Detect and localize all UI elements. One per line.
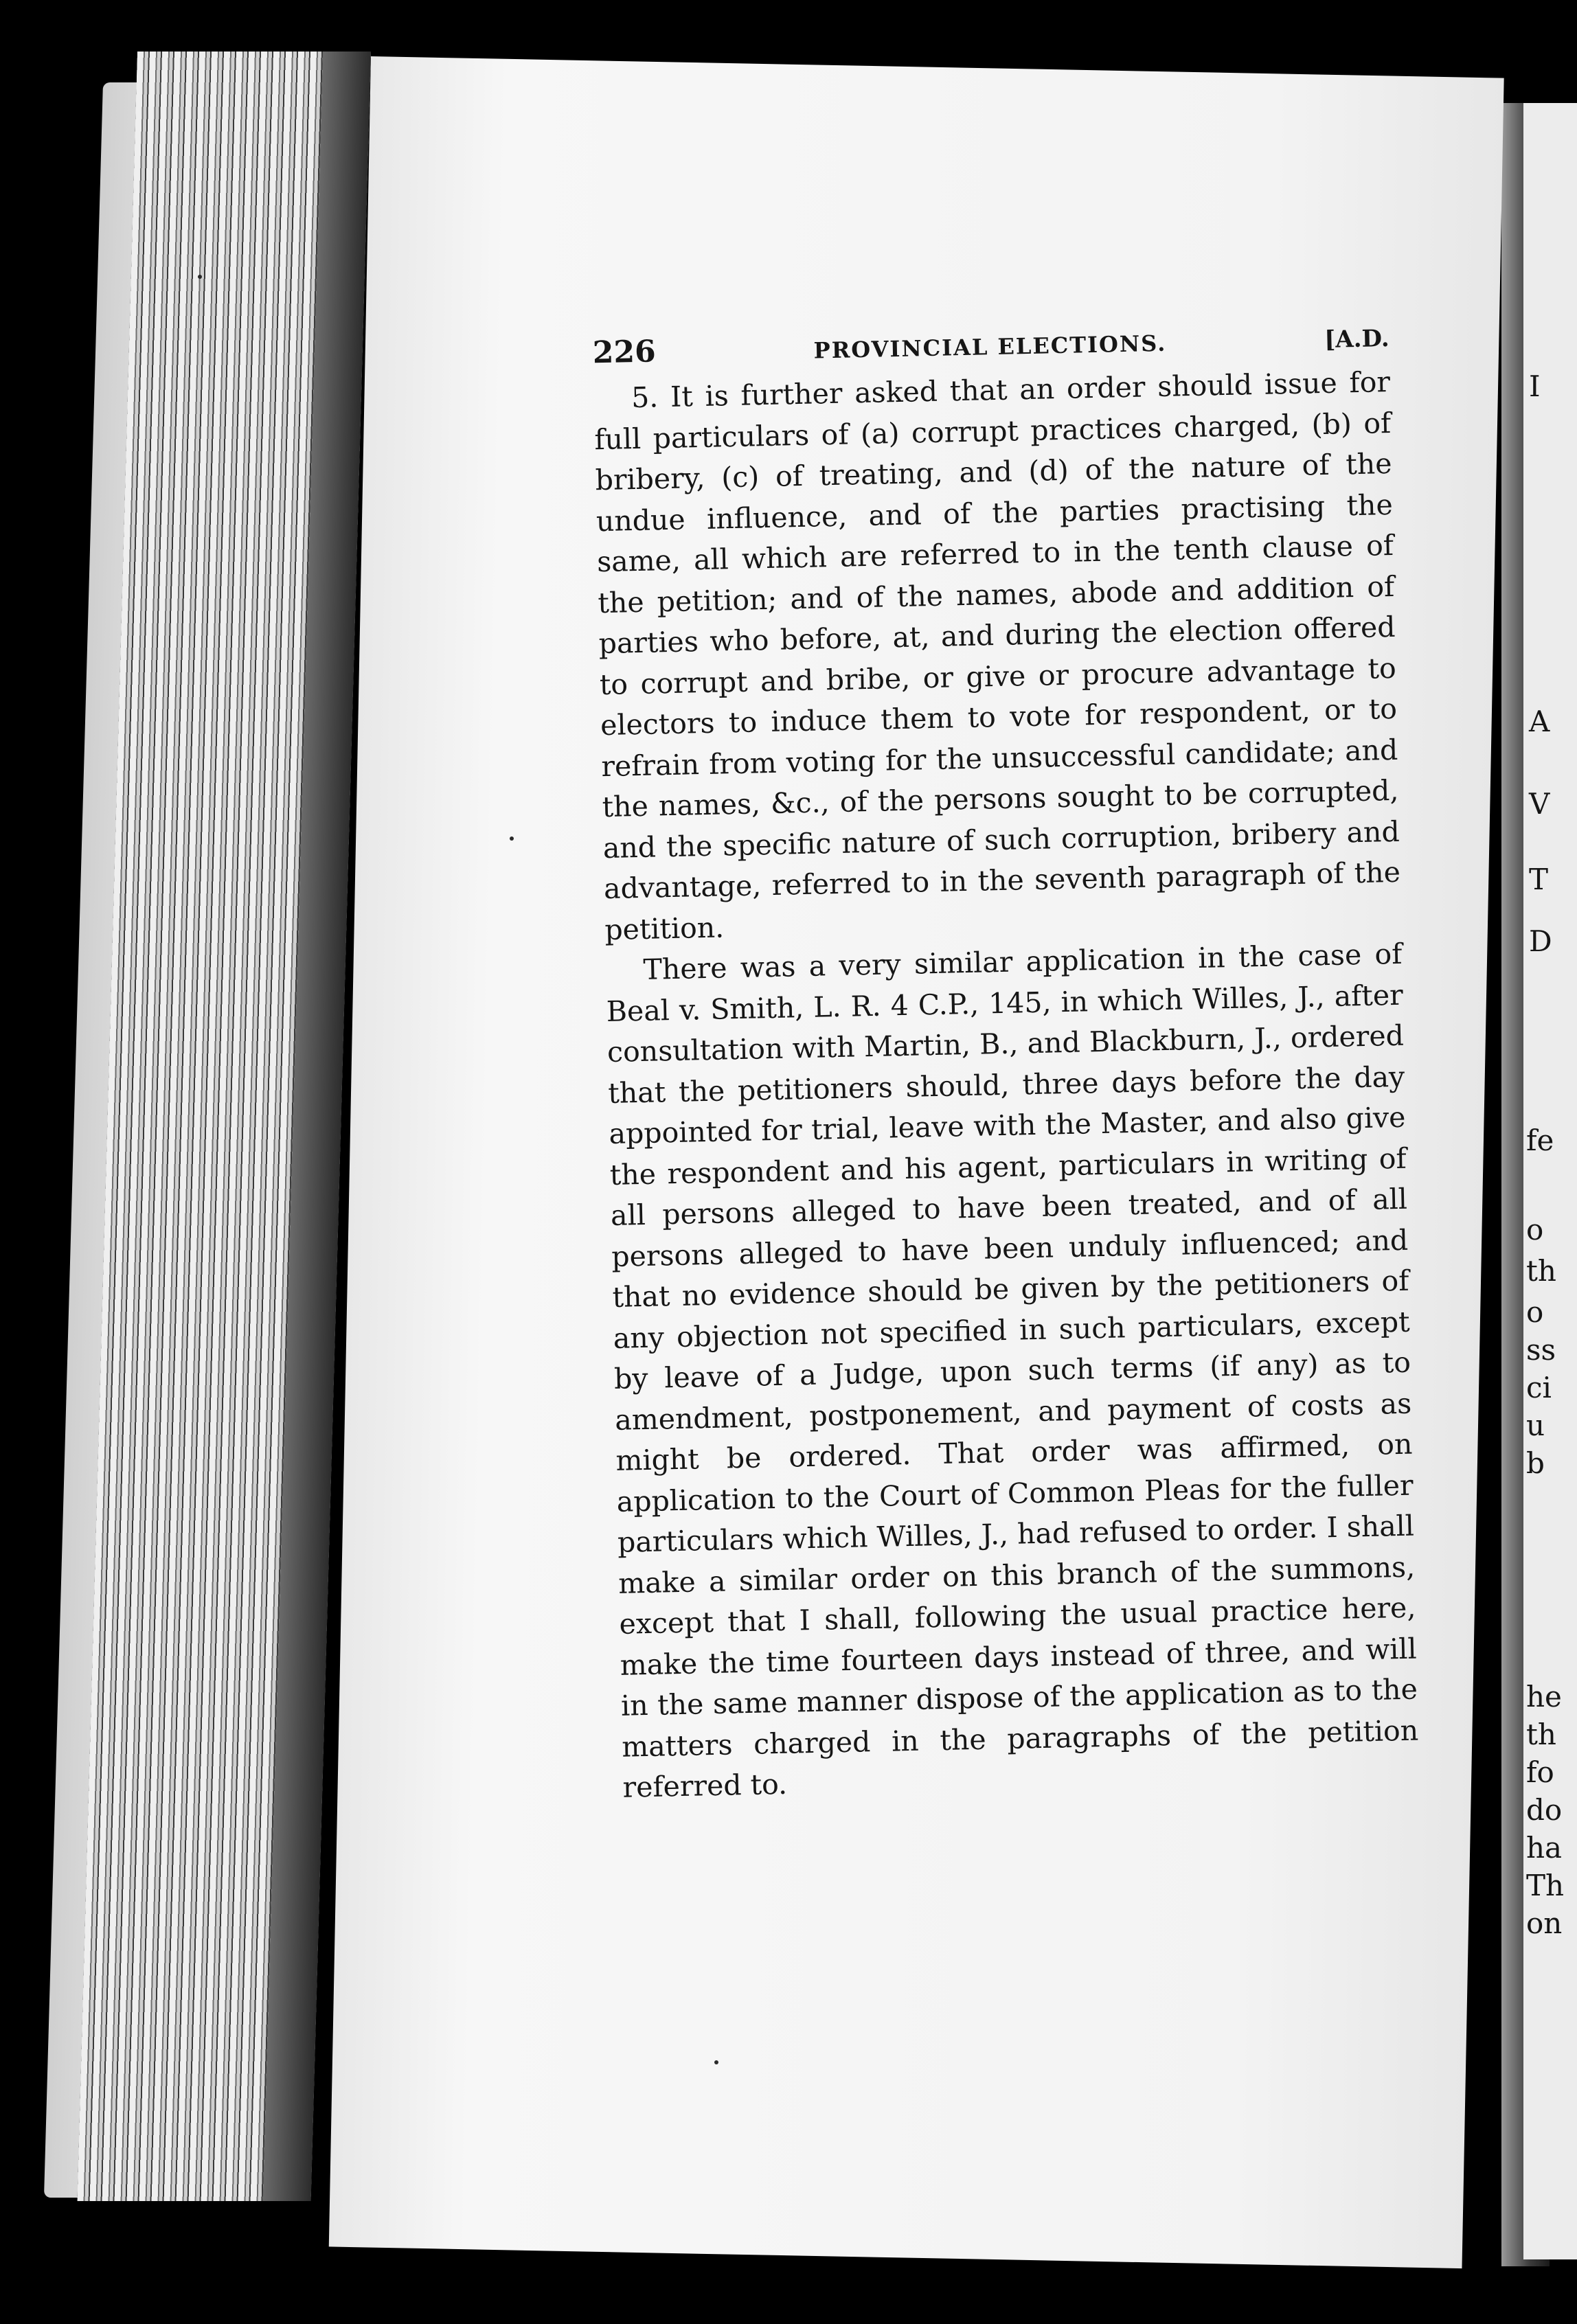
running-head: PROVINCIAL ELECTIONS.	[813, 330, 1167, 364]
facing-page-fragment: fo	[1526, 1755, 1554, 1789]
dust-speck	[510, 836, 514, 841]
facing-page-fragment: th	[1526, 1254, 1556, 1288]
facing-page-fragment: ha	[1526, 1831, 1563, 1865]
book-page	[329, 56, 1504, 2268]
facing-page-fragment: he	[1526, 1680, 1562, 1713]
facing-page-fragment: o	[1526, 1213, 1544, 1246]
facing-page-fragment: b	[1526, 1446, 1545, 1480]
facing-page-fragment: Th	[1526, 1869, 1565, 1902]
facing-page-fragment: D	[1529, 924, 1552, 958]
facing-page-fragment: u	[1526, 1409, 1545, 1442]
facing-page-fragment: ss	[1526, 1333, 1556, 1367]
facing-page-fragment: ci	[1526, 1371, 1552, 1404]
facing-page-fragment: T	[1529, 863, 1549, 896]
facing-page-fragment: th	[1526, 1718, 1556, 1751]
facing-page	[1523, 103, 1577, 2259]
header-date: [A.D.	[1324, 324, 1390, 354]
facing-page-fragment: fe	[1526, 1124, 1554, 1157]
page-header	[592, 319, 1389, 370]
page-number: 226	[592, 334, 657, 371]
paragraph-beal-v-smith: There was a very similar application in the case of Beal v. Smith, L. R. 4 C.P., 145, in which Willes, J., after consultation with Martin, B., and Blackburn, J., ordered that the petitioners should, three days before the day appointed for trial, leave with the Master, and also give the respondent and his agent, particulars in writing of all persons alleged to have been treated, and of all persons alleged to have been unduly influenced; and that no evidence should be given by the petitioners of any objection not specified in such particulars, except by leave of a Judge, upon such terms (if any) as to amendment, postponement, and payment of costs as might be ordered. That order was affirmed, on application to the Court of Common Pleas for the fuller particulars which Willes, J., had refused to order. I shall make a similar order on this branch of the summons, except that I shall, following the usual practice here, make the time fourteen days instead of three, and will in the same manner dispose of the application as to the matters charged in the paragraphs of the petition referred to.	[606, 937, 1419, 1804]
dust-speck	[198, 275, 202, 279]
paragraph-particulars: 5. It is further asked that an order should issue for full particulars of (a) corrupt practices charged, (b) of bribery, (c) of treating, and (d) of the nature of the undue influence, and of the parties practising the same, all which are referred to in the tenth clause of the petition; and of the names, abode and addition of parties who before, at, and during the election offered to corrupt and bribe, or give or procure advantage to electors to induce them to vote for respondent, or to refrain from voting for the unsuccessful candidate; and the names, &c., of the persons sought to be corrupted, and the specific nature of such corruption, bribery and advantage, referred to in the seventh paragraph of the petition.	[593, 365, 1401, 946]
facing-page-fragment: o	[1526, 1295, 1544, 1329]
facing-page-fragment: A	[1529, 705, 1550, 738]
facing-page-fragment: on	[1526, 1906, 1563, 1940]
dust-speck	[714, 2060, 718, 2064]
facing-page-fragment: I	[1529, 369, 1541, 403]
page-text-block	[592, 319, 1420, 1808]
facing-page-fragment: do	[1526, 1793, 1563, 1827]
facing-page-fragment: V	[1529, 787, 1550, 821]
